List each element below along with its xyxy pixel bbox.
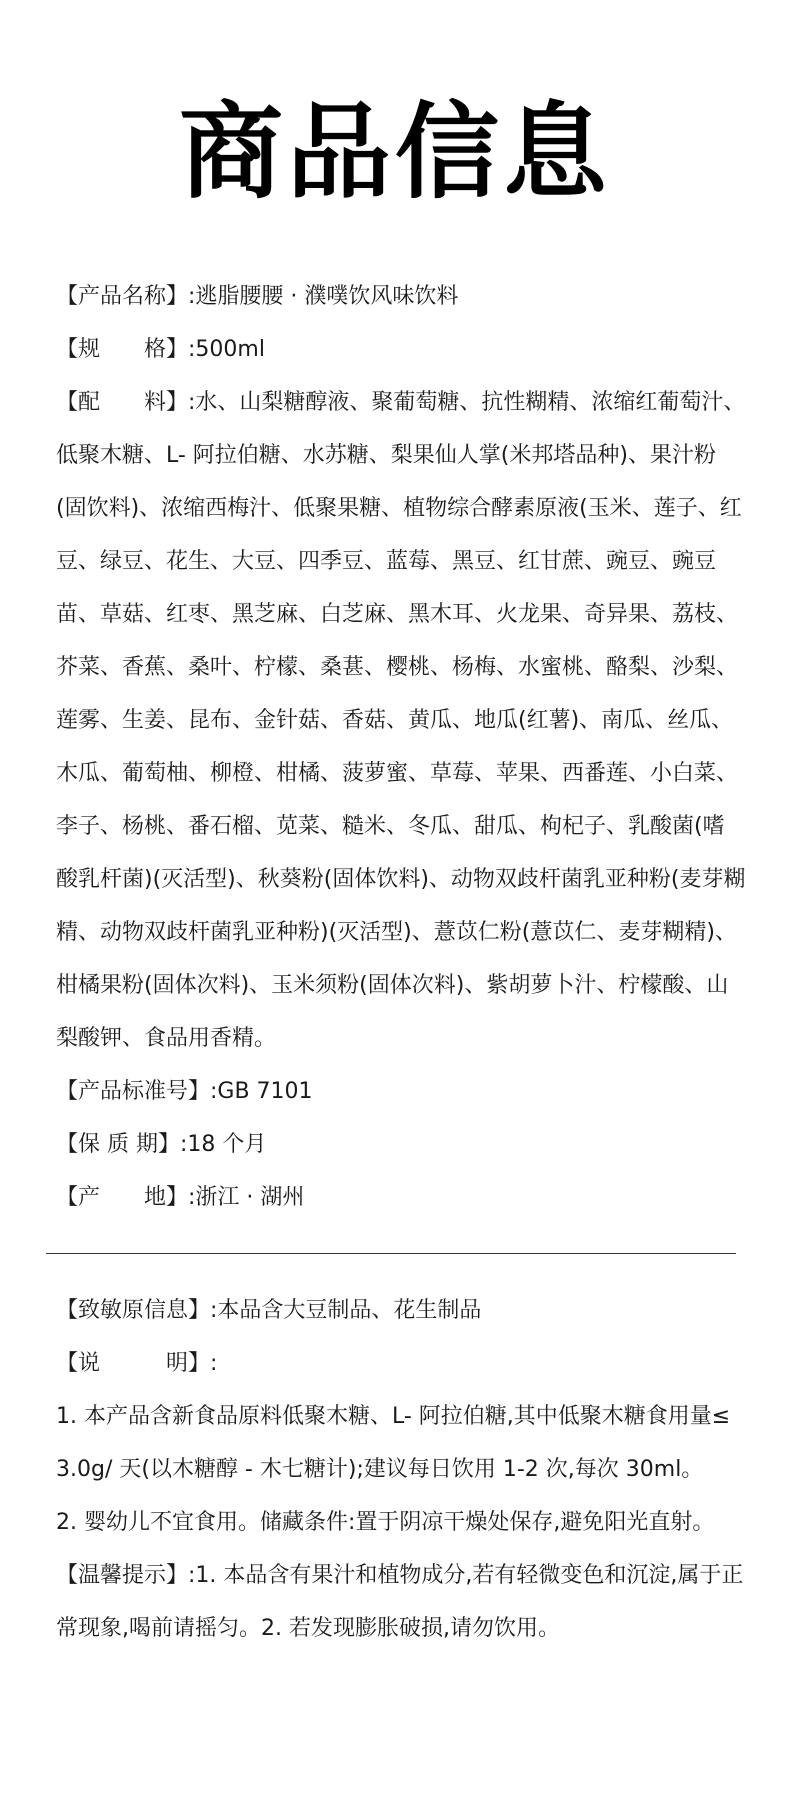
ingredients-label: 【配 料】:: [56, 390, 196, 415]
tip-value: 1. 本品含有果汁和植物成分,若有轻微变色和沉淀,属于正常现象,喝前请摇匀。2. 若发现膨胀破损,请勿饮用。: [56, 1563, 744, 1641]
origin-value: 浙江 · 湖州: [195, 1185, 305, 1210]
standard-value: GB 7101: [217, 1079, 313, 1104]
description-heading: [56, 1337, 746, 1390]
description-label: 【说 明】:: [56, 1351, 218, 1376]
tip-label: 【温馨提示】:: [56, 1563, 196, 1588]
shelf-life-label: 【保 质 期】:: [56, 1132, 188, 1157]
allergen-row: [56, 1284, 746, 1337]
ingredients-row: [56, 376, 746, 1065]
section-divider: [46, 1253, 736, 1254]
allergen-label: 【致敏原信息】:: [56, 1298, 218, 1323]
product-info-section: [56, 270, 746, 1224]
spec-row: [56, 323, 746, 376]
origin-row: [56, 1171, 746, 1224]
product-name-value: 逃脂腰腰 · 濮噗饮风味饮料: [195, 284, 459, 309]
tip-row: [56, 1549, 746, 1655]
product-name-label: 【产品名称】:: [56, 284, 196, 309]
standard-label: 【产品标准号】:: [56, 1079, 218, 1104]
origin-label: 【产 地】:: [56, 1185, 196, 1210]
standard-row: [56, 1065, 746, 1118]
shelf-life-value: 18 个月: [187, 1132, 267, 1157]
ingredients-value: 水、山梨糖醇液、聚葡萄糖、抗性糊精、浓缩红葡萄汁、低聚木糖、L- 阿拉伯糖、水苏糖、梨果仙人掌(米邦塔品种)、果汁粉(固饮料)、浓缩西梅汁、低聚果糖、植物综合酵素原液(玉米、莲子、红豆、绿豆、花生、大豆、四季豆、蓝莓、黑豆、红甘蔗、豌豆、豌豆苗、草菇、红枣、黑芝麻、白芝麻、黑木耳、火龙果、奇异果、荔枝、芥菜、香蕉、桑叶、柠檬、桑葚、樱桃、杨梅、水蜜桃、酪梨、沙梨、莲雾、生姜、昆布、金针菇、香菇、黄瓜、地瓜(红薯)、南瓜、丝瓜、木瓜、葡萄柚、柳橙、柑橘、菠萝蜜、草莓、苹果、西番莲、小白菜、李子、杨桃、番石榴、苋菜、糙米、冬瓜、甜瓜、枸杞子、乳酸菌(嗜酸乳杆菌)(灭活型)、秋葵粉(固体饮料)、动物双歧杆菌乳亚种粉(麦芽糊精、动物双歧杆菌乳亚种粉)(灭活型)、薏苡仁粉(薏苡仁、麦芽糊精)、柑橘果粉(固体次料)、玉米须粉(固体次料)、紫胡萝卜汁、柠檬酸、山梨酸钾、食品用香精。: [56, 390, 746, 1051]
page-title: 商品信息: [178, 91, 611, 213]
description-item-1: 1. 本产品含新食品原料低聚木糖、L- 阿拉伯糖,其中低聚木糖食用量≤3.0g/ 天(以木糖醇 - 木七糖计);建议每日饮用 1-2 次,每次 30ml。: [56, 1404, 731, 1482]
spec-value: 500ml: [195, 337, 265, 362]
shelf-life-row: [56, 1118, 746, 1171]
spec-label: 【规 格】:: [56, 337, 196, 362]
product-name-row: [56, 270, 746, 323]
description-item-2: 2. 婴幼儿不宜食用。储藏条件:置于阴凉干燥处保存,避免阳光直射。: [56, 1510, 715, 1535]
allergen-value: 本品含大豆制品、花生制品: [217, 1298, 482, 1323]
notes-section: [56, 1284, 746, 1655]
